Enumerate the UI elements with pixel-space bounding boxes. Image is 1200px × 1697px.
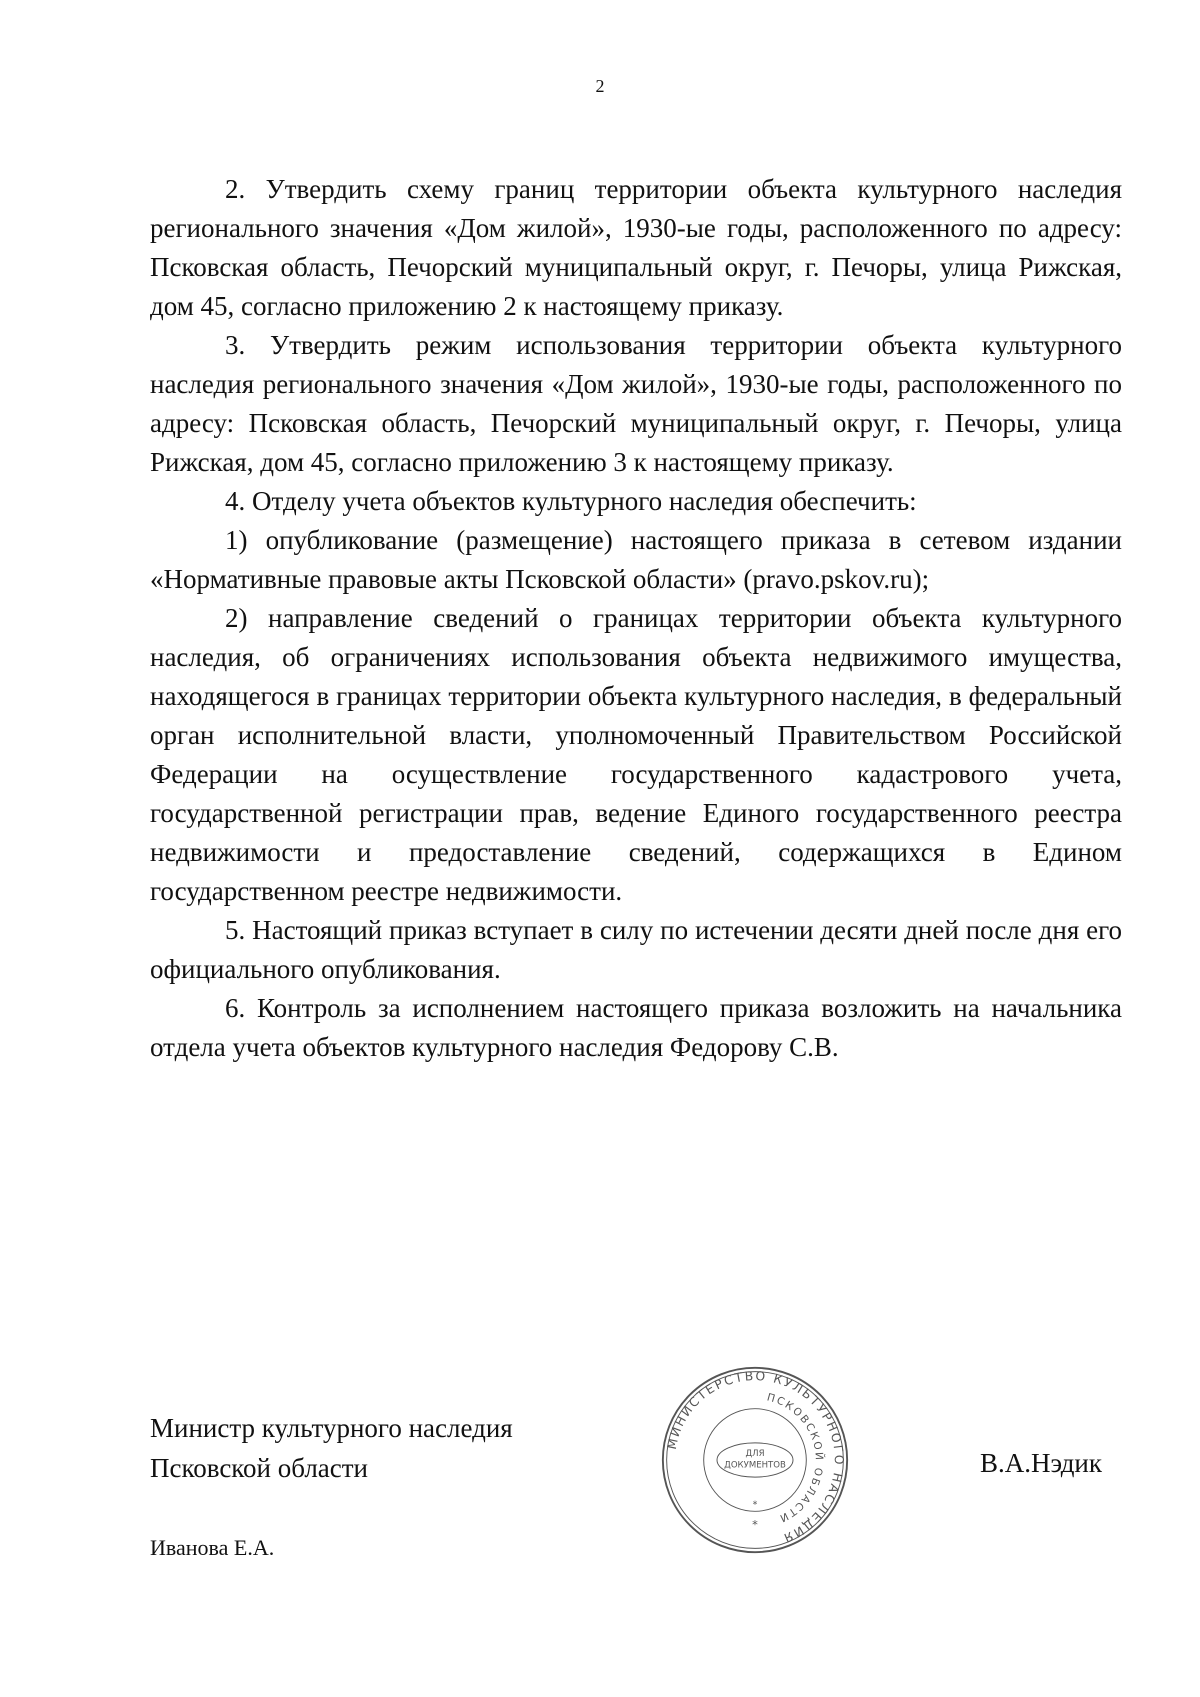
executor-name: Иванова Е.А. xyxy=(150,1535,275,1560)
seal-outer-text: МИНИСТЕРСТВО КУЛЬТУРНОГО НАСЛЕДИЯ xyxy=(664,1369,846,1546)
seal-center-line1: ДЛЯ xyxy=(745,1449,765,1460)
paragraph-4-2-send-info: 2) направление сведений о границах территории объекта культурного наследия, об ограничениях использования объекта недвижимого имущества, находящегося в границах территории объекта культурного наследия, в федеральный орган исполнительной власти, уполномоченный Правительством Российской Федерации на осуществление государственного кадастрового учета, государственной регистрации прав, ведение Единого государственного реестра недвижимости и предоставление сведений, содержащихся в Едином государственном реестре недвижимости. xyxy=(150,603,1122,906)
paragraph-6-control: 6. Контроль за исполнением настоящего приказа возложить на начальника отдела учета объектов культурного наследия Федорову С.В. xyxy=(150,993,1122,1062)
paragraph-4-department-tasks: 4. Отделу учета объектов культурного наследия обеспечить: xyxy=(225,486,917,516)
page-number: 2 xyxy=(595,76,605,96)
signer-position-line2: Псковской области xyxy=(150,1453,369,1483)
paragraph-2-approve-scheme: 2. Утвердить схему границ территории объекта культурного наследия регионального значения «Дом жилой», 1930-ые годы, расположенного по адресу: Псковская область, Печорский муниципальный округ, г. Печоры, улица Рижская, дом 45, согласно приложению 2 к настоящему приказу. xyxy=(150,174,1122,321)
seal-star-icon: * xyxy=(752,1499,758,1511)
signature-block xyxy=(150,1408,513,1488)
signer-position-line1: Министр культурного наследия xyxy=(150,1413,513,1443)
seal-inner-text: ПСКОВСКОЙ ОБЛАСТИ xyxy=(765,1391,825,1525)
official-seal-stamp xyxy=(660,1365,850,1555)
signer-name: В.А.Нэдик xyxy=(980,1448,1103,1478)
seal-center-line2: ДОКУМЕНТОВ xyxy=(724,1460,786,1471)
seal-star-icon-bottom: * xyxy=(752,1517,758,1532)
paragraph-4-1-publication: 1) опубликование (размещение) настоящего приказа в сетевом издании «Нормативные правовые акты Псковской области» (pravo.pskov.ru); xyxy=(150,525,1122,594)
document-body xyxy=(150,170,1122,1067)
paragraph-3-approve-regime: 3. Утвердить режим использования территории объекта культурного наследия регионального значения «Дом жилой», 1930-ые годы, расположенного по адресу: Псковская область, Печорский муниципальный округ, г. Печоры, улица Рижская, дом 45, согласно приложению 3 к настоящему приказу. xyxy=(150,330,1122,477)
paragraph-5-effective-date: 5. Настоящий приказ вступает в силу по истечении десяти дней после дня его официального опубликования. xyxy=(150,915,1122,984)
